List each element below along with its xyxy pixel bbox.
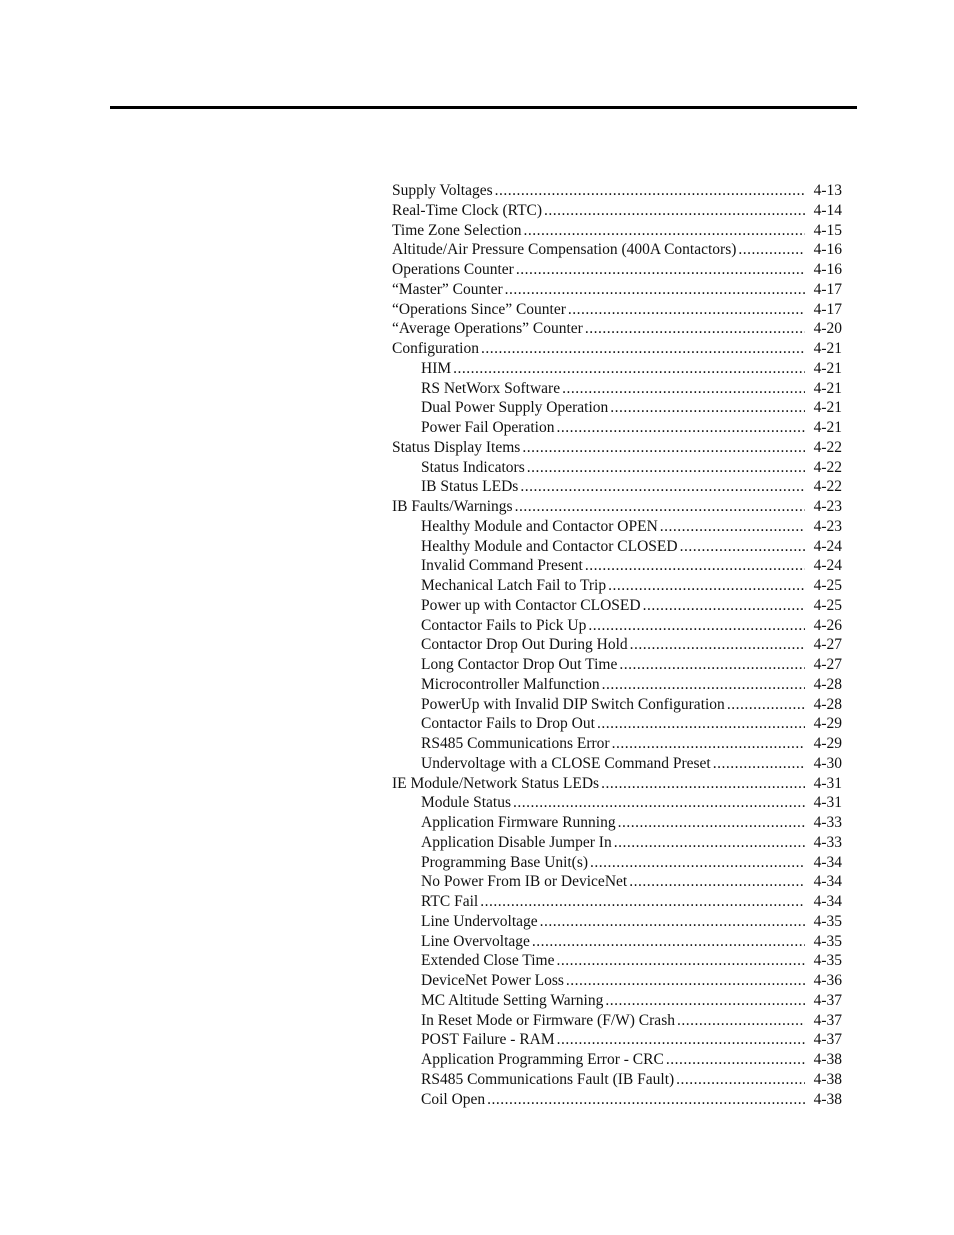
dot-leader <box>605 991 805 1011</box>
toc-entry-page-number: 4-38 <box>813 1090 842 1108</box>
dot-leader <box>513 793 805 813</box>
toc-entry-page-number: 4-35 <box>813 932 842 950</box>
toc-entry[interactable] <box>392 201 842 221</box>
toc-entry[interactable] <box>392 892 842 912</box>
toc-entry-page-number: 4-14 <box>813 201 842 219</box>
toc-entry[interactable] <box>392 971 842 991</box>
toc-entry-title: RTC Fail <box>421 893 479 910</box>
toc-entry[interactable] <box>392 260 842 280</box>
toc-entry-title: Long Contactor Drop Out Time <box>421 656 618 673</box>
toc-entry-page-number: 4-16 <box>813 241 842 259</box>
dot-leader <box>643 596 805 616</box>
dot-leader <box>557 1030 805 1050</box>
toc-entry-title: Extended Close Time <box>421 952 555 970</box>
dot-leader <box>629 872 805 892</box>
toc-entry-page-number: 4-28 <box>813 695 842 713</box>
toc-entry-page-number: 4-21 <box>813 340 842 357</box>
table-of-contents <box>392 181 842 1109</box>
toc-entry-title: MC Altitude Setting Warning <box>421 991 604 1009</box>
dot-leader <box>614 833 805 853</box>
toc-entry-title: Status Indicators <box>421 458 525 476</box>
toc-entry-page-number: 4-22 <box>813 438 842 456</box>
toc-entry-page-number: 4-37 <box>813 991 842 1009</box>
toc-entry[interactable] <box>392 912 842 932</box>
toc-entry-title: Invalid Command Present <box>421 557 583 575</box>
toc-entry[interactable] <box>392 734 842 754</box>
dot-leader <box>532 932 805 952</box>
toc-entry-page-number: 4-33 <box>813 814 842 831</box>
toc-entry-title: Altitude/Air Pressure Compensation (400A Contactors) <box>392 241 737 259</box>
dot-leader <box>585 556 805 576</box>
dot-leader <box>676 1070 805 1090</box>
dot-leader <box>487 1090 805 1110</box>
dot-leader <box>608 576 805 596</box>
toc-entry[interactable] <box>392 1030 842 1050</box>
toc-entry[interactable] <box>392 596 842 616</box>
toc-entry-page-number: 4-20 <box>813 320 842 338</box>
toc-entry[interactable] <box>392 655 842 675</box>
dot-leader <box>602 675 805 695</box>
dot-leader <box>677 1011 805 1031</box>
toc-entry-page-number: 4-28 <box>813 675 842 693</box>
toc-entry[interactable] <box>392 517 842 537</box>
toc-entry[interactable] <box>392 458 842 478</box>
dot-leader <box>597 714 805 734</box>
toc-entry-page-number: 4-37 <box>813 1011 842 1029</box>
toc-entry[interactable] <box>392 556 842 576</box>
toc-entry-title: RS485 Communications Error <box>421 735 610 752</box>
toc-entry-title: RS485 Communications Fault (IB Fault) <box>421 1070 675 1088</box>
dot-leader <box>619 655 805 675</box>
dot-leader <box>680 537 805 557</box>
dot-leader <box>666 1050 805 1070</box>
toc-entry-title: Power up with Contactor CLOSED <box>421 596 641 614</box>
toc-entry-page-number: 4-24 <box>813 537 842 555</box>
toc-entry-title: POST Failure - RAM <box>421 1031 555 1049</box>
dot-leader <box>556 418 805 438</box>
dot-leader <box>590 853 805 873</box>
toc-entry-page-number: 4-15 <box>813 221 842 239</box>
toc-entry-page-number: 4-23 <box>813 498 842 515</box>
dot-leader <box>544 201 805 221</box>
toc-entry-title: Mechanical Latch Fail to Trip <box>421 577 607 594</box>
toc-entry-title: Programming Base Unit(s) <box>421 853 589 871</box>
toc-entry-title: Application Programming Error - CRC <box>421 1051 664 1068</box>
toc-entry-title: “Average Operations” Counter <box>392 320 583 338</box>
toc-entry-page-number: 4-21 <box>813 399 842 417</box>
dot-leader <box>520 477 805 497</box>
toc-entry-page-number: 4-25 <box>813 577 842 594</box>
dot-leader <box>610 398 805 418</box>
toc-entry-page-number: 4-38 <box>813 1051 842 1068</box>
toc-entry-title: Application Disable Jumper In <box>421 833 612 851</box>
toc-entry-title: Configuration <box>392 340 479 357</box>
toc-entry[interactable] <box>392 221 842 241</box>
toc-entry-title: Healthy Module and Contactor OPEN <box>421 517 658 535</box>
toc-entry-page-number: 4-30 <box>813 754 842 772</box>
toc-entry[interactable] <box>392 635 842 655</box>
dot-leader <box>585 319 805 339</box>
dot-leader <box>562 379 805 399</box>
toc-entry[interactable] <box>392 438 842 458</box>
toc-entry-page-number: 4-27 <box>813 656 842 673</box>
toc-entry-page-number: 4-23 <box>813 517 842 535</box>
dot-leader <box>566 971 805 991</box>
dot-leader <box>522 438 805 458</box>
toc-entry-page-number: 4-29 <box>813 715 842 733</box>
toc-entry-page-number: 4-35 <box>813 952 842 970</box>
dot-leader <box>713 754 805 774</box>
toc-entry-page-number: 4-29 <box>813 735 842 752</box>
toc-entry-title: IB Status LEDs <box>421 478 519 496</box>
toc-entry[interactable] <box>392 300 842 320</box>
toc-entry[interactable] <box>392 339 842 359</box>
toc-entry-page-number: 4-16 <box>813 261 842 278</box>
toc-entry[interactable] <box>392 537 842 557</box>
dot-leader <box>601 774 805 794</box>
toc-entry-title: Operations Counter <box>392 261 514 278</box>
toc-entry-title: “Master” Counter <box>392 280 503 298</box>
toc-entry-page-number: 4-31 <box>813 794 842 812</box>
dot-leader <box>515 497 805 517</box>
toc-entry-page-number: 4-35 <box>813 912 842 930</box>
toc-entry-title: Contactor Fails to Pick Up <box>421 616 587 634</box>
dot-leader <box>618 813 805 833</box>
toc-entry-title: Line Undervoltage <box>421 912 538 930</box>
dot-leader <box>612 734 805 754</box>
toc-entry[interactable] <box>392 418 842 438</box>
header-rule <box>110 106 857 109</box>
toc-entry-title: Module Status <box>421 794 511 812</box>
toc-entry-title: HIM <box>421 359 452 377</box>
toc-entry[interactable] <box>392 695 842 715</box>
toc-entry-title: Time Zone Selection <box>392 221 522 239</box>
toc-entry-page-number: 4-34 <box>813 873 842 891</box>
toc-entry-title: Dual Power Supply Operation <box>421 399 609 417</box>
toc-entry-title: DeviceNet Power Loss <box>421 972 564 989</box>
toc-entry-page-number: 4-21 <box>813 379 842 397</box>
dot-leader <box>660 517 805 537</box>
toc-entry-title: Status Display Items <box>392 438 521 456</box>
toc-entry[interactable] <box>392 240 842 260</box>
dot-leader <box>727 695 805 715</box>
toc-entry-page-number: 4-17 <box>813 300 842 318</box>
toc-entry[interactable] <box>392 576 842 596</box>
toc-entry-title: Microcontroller Malfunction <box>421 675 600 693</box>
toc-entry[interactable] <box>392 951 842 971</box>
dot-leader <box>523 221 805 241</box>
toc-entry-title: Contactor Drop Out During Hold <box>421 636 628 654</box>
toc-entry-page-number: 4-13 <box>813 182 842 199</box>
dot-leader <box>556 951 805 971</box>
toc-entry[interactable] <box>392 872 842 892</box>
toc-entry-title: No Power From IB or DeviceNet <box>421 873 628 891</box>
toc-entry[interactable] <box>392 181 842 201</box>
toc-entry[interactable] <box>392 497 842 517</box>
toc-entry[interactable] <box>392 853 842 873</box>
toc-entry-title: PowerUp with Invalid DIP Switch Configuration <box>421 695 725 713</box>
toc-entry-title: Real-Time Clock (RTC) <box>392 201 543 219</box>
toc-entry-page-number: 4-21 <box>813 359 842 377</box>
toc-entry[interactable] <box>392 714 842 734</box>
dot-leader <box>505 280 805 300</box>
toc-entry-page-number: 4-24 <box>813 557 842 575</box>
toc-entry-title: Power Fail Operation <box>421 419 555 436</box>
toc-entry-page-number: 4-22 <box>813 458 842 476</box>
dot-leader <box>588 616 805 636</box>
toc-entry[interactable] <box>392 1090 842 1110</box>
toc-entry[interactable] <box>392 379 842 399</box>
toc-entry-page-number: 4-22 <box>813 478 842 496</box>
toc-entry-page-number: 4-27 <box>813 636 842 654</box>
toc-entry[interactable] <box>392 280 842 300</box>
dot-leader <box>480 892 805 912</box>
toc-entry-page-number: 4-26 <box>813 616 842 634</box>
toc-entry-title: Coil Open <box>421 1090 486 1108</box>
dot-leader <box>568 300 805 320</box>
toc-entry[interactable] <box>392 793 842 813</box>
toc-entry-title: Line Overvoltage <box>421 932 530 950</box>
toc-entry-title: Contactor Fails to Drop Out <box>421 715 595 733</box>
toc-entry-title: RS NetWorx Software <box>421 379 561 397</box>
toc-entry[interactable] <box>392 754 842 774</box>
toc-entry-title: In Reset Mode or Firmware (F/W) Crash <box>421 1011 675 1029</box>
toc-entry[interactable] <box>392 359 842 379</box>
dot-leader <box>453 359 805 379</box>
toc-entry-title: Undervoltage with a CLOSE Command Preset <box>421 754 711 772</box>
toc-entry[interactable] <box>392 1011 842 1031</box>
dot-leader <box>630 635 805 655</box>
toc-entry-title: Healthy Module and Contactor CLOSED <box>421 537 678 555</box>
toc-entry-page-number: 4-25 <box>813 596 842 614</box>
toc-entry[interactable] <box>392 833 842 853</box>
dot-leader <box>495 181 805 201</box>
toc-entry-page-number: 4-17 <box>813 280 842 298</box>
toc-entry[interactable] <box>392 675 842 695</box>
toc-entry-page-number: 4-36 <box>813 972 842 989</box>
dot-leader <box>527 458 805 478</box>
toc-entry-title: IE Module/Network Status LEDs <box>392 774 600 792</box>
toc-entry-page-number: 4-34 <box>813 893 842 910</box>
toc-entry[interactable] <box>392 991 842 1011</box>
toc-entry-page-number: 4-34 <box>813 853 842 871</box>
dot-leader <box>481 339 805 359</box>
toc-entry-page-number: 4-31 <box>813 774 842 792</box>
toc-entry[interactable] <box>392 774 842 794</box>
dot-leader <box>738 240 805 260</box>
toc-entry-title: Supply Voltages <box>392 182 493 199</box>
toc-entry[interactable] <box>392 1070 842 1090</box>
toc-entry-title: “Operations Since” Counter <box>392 300 566 318</box>
toc-entry-page-number: 4-33 <box>813 833 842 851</box>
dot-leader <box>516 260 805 280</box>
dot-leader <box>540 912 805 932</box>
toc-entry[interactable] <box>392 1050 842 1070</box>
toc-entry-page-number: 4-37 <box>813 1031 842 1049</box>
toc-entry-title: IB Faults/Warnings <box>392 498 513 515</box>
toc-entry-page-number: 4-38 <box>813 1070 842 1088</box>
toc-entry[interactable] <box>392 398 842 418</box>
toc-entry-title: Application Firmware Running <box>421 814 616 831</box>
toc-entry[interactable] <box>392 813 842 833</box>
toc-entry[interactable] <box>392 932 842 952</box>
toc-entry-page-number: 4-21 <box>813 419 842 436</box>
toc-entry[interactable] <box>392 319 842 339</box>
toc-entry[interactable] <box>392 616 842 636</box>
toc-entry[interactable] <box>392 477 842 497</box>
